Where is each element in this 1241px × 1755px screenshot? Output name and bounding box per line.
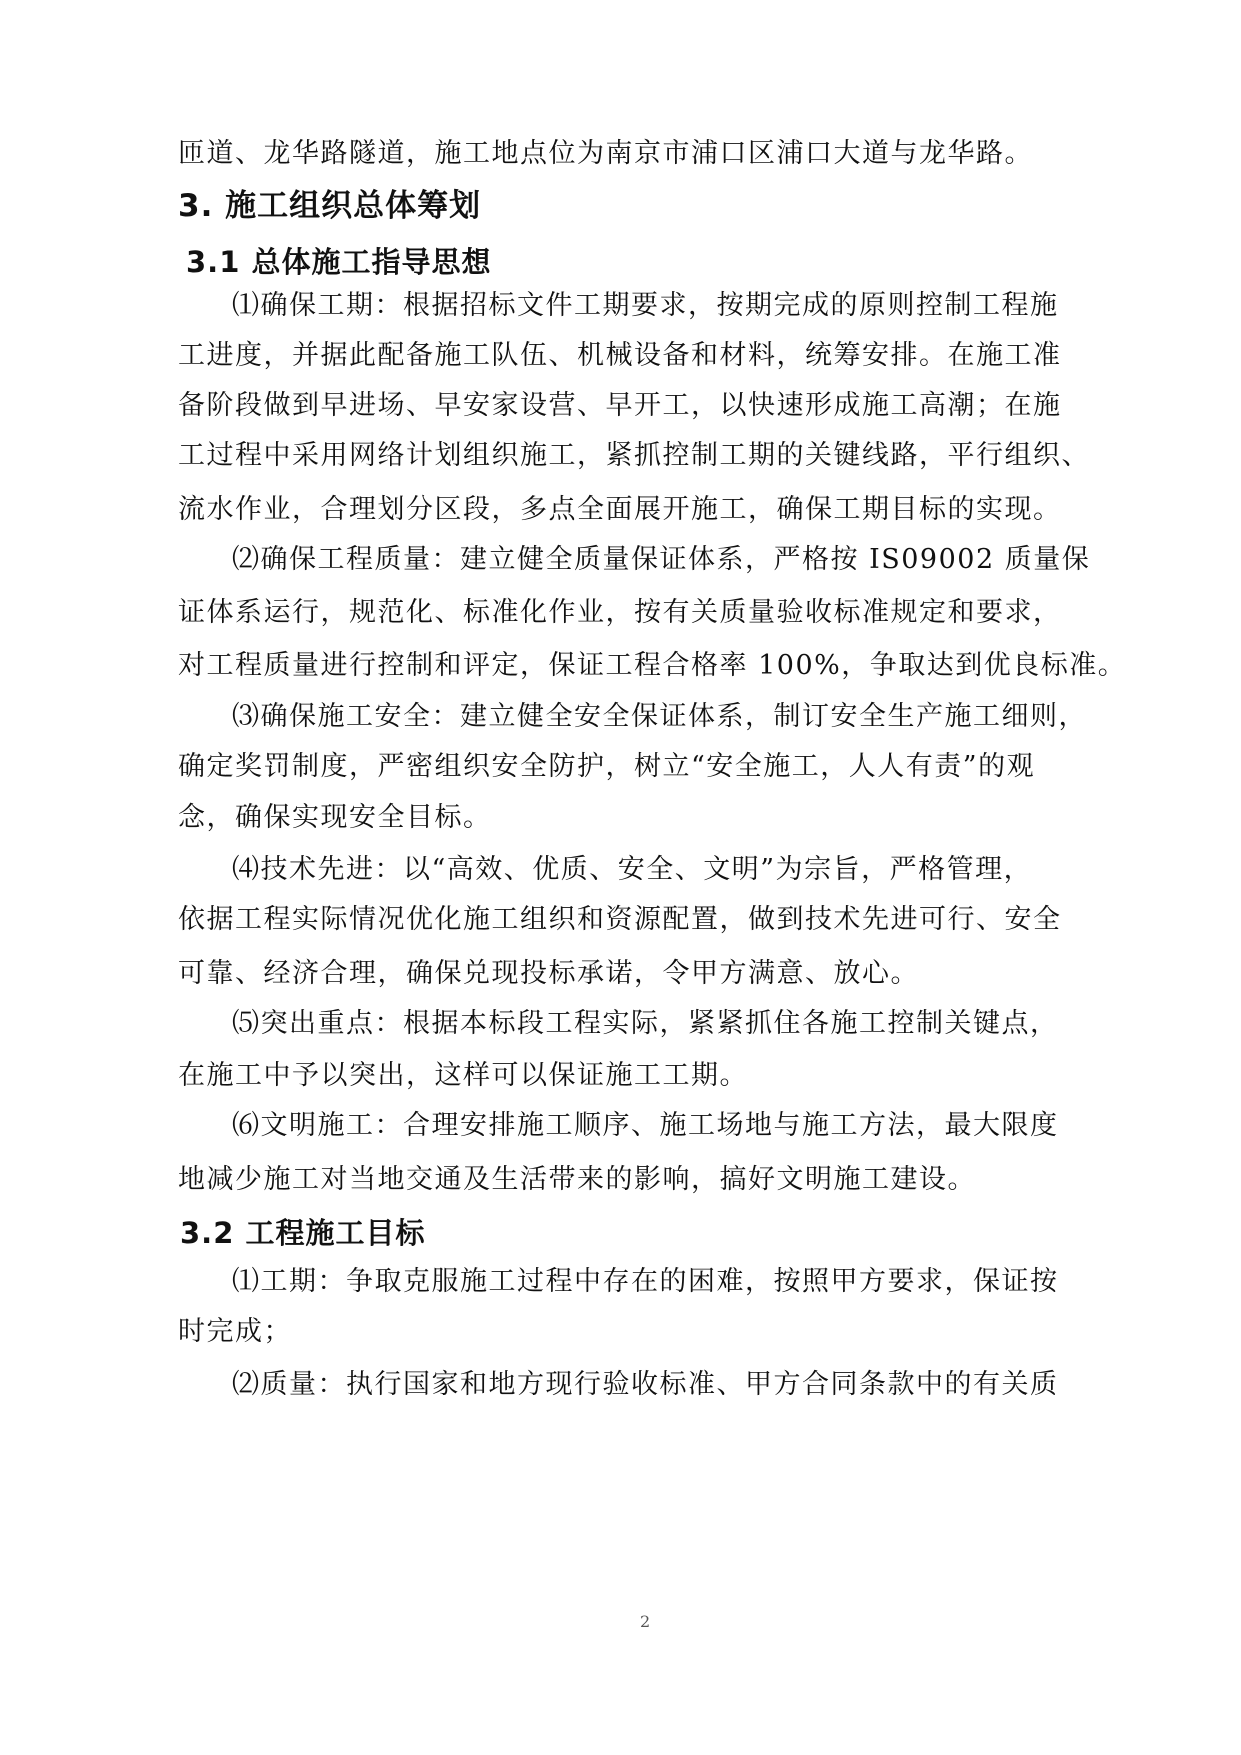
text-line: 依据工程实际情况优化施工组织和资源配置，做到技术先进可行、安全 — [178, 904, 1062, 935]
text-line: ⑹文明施工：合理安排施工顺序、施工场地与施工方法，最大限度 — [232, 1110, 1059, 1141]
text-line: ⑵质量：执行国家和地方现行验收标准、甲方合同条款中的有关质 — [232, 1369, 1059, 1400]
text-line: 备阶段做到早进场、早安家设营、早开工，以快速形成施工高潮；在施 — [178, 390, 1062, 421]
text-line: 在施工中予以突出，这样可以保证施工工期。 — [178, 1060, 748, 1091]
text-line: ⑴确保工期：根据招标文件工期要求，按期完成的原则控制工程施 — [232, 290, 1059, 321]
text-line: 匝道、龙华路隧道，施工地点位为南京市浦口区浦口大道与龙华路。 — [178, 138, 1033, 169]
text-line: 确定奖罚制度，严密组织安全防护，树立“安全施工，人人有责”的观 — [178, 751, 1036, 782]
section-heading: 3. 施工组织总体筹划 — [178, 188, 482, 224]
text-line: ⑶确保施工安全：建立健全安全保证体系，制订安全生产施工细则， — [232, 701, 1087, 732]
text-line: 证体系运行，规范化、标准化作业，按有关质量验收标准规定和要求， — [178, 597, 1062, 628]
text-line: ⑷技术先进：以“高效、优质、安全、文明”为宗旨，严格管理， — [232, 854, 1033, 885]
text-line: 流水作业，合理划分区段，多点全面展开施工，确保工期目标的实现。 — [178, 494, 1062, 525]
text-line: ⑵确保工程质量：建立健全质量保证体系，严格按 IS09002 质量保 — [232, 544, 1091, 575]
text-line: 可靠、经济合理，确保兑现投标承诺，令甲方满意、放心。 — [178, 958, 919, 989]
subsection-heading: 3.1 总体施工指导思想 — [186, 245, 492, 279]
text-line: ⑸突出重点：根据本标段工程实际，紧紧抓住各施工控制关键点， — [232, 1008, 1059, 1039]
subsection-heading: 3.2 工程施工目标 — [180, 1216, 426, 1250]
text-line: 工进度，并据此配备施工队伍、机械设备和材料，统筹安排。在施工准 — [178, 340, 1062, 371]
text-line: 工过程中采用网络计划组织施工，紧抓控制工期的关键线路，平行组织、 — [178, 440, 1090, 471]
text-line: 对工程质量进行控制和评定，保证工程合格率 100%，争取达到优良标准。 — [178, 650, 1127, 681]
text-line: ⑴工期：争取克服施工过程中存在的困难，按照甲方要求，保证按 — [232, 1266, 1059, 1297]
page-number: 2 — [640, 1612, 651, 1631]
text-line: 地减少施工对当地交通及生活带来的影响，搞好文明施工建设。 — [178, 1164, 976, 1195]
text-line: 念，确保实现安全目标。 — [178, 802, 492, 833]
text-line: 时完成； — [178, 1316, 292, 1347]
